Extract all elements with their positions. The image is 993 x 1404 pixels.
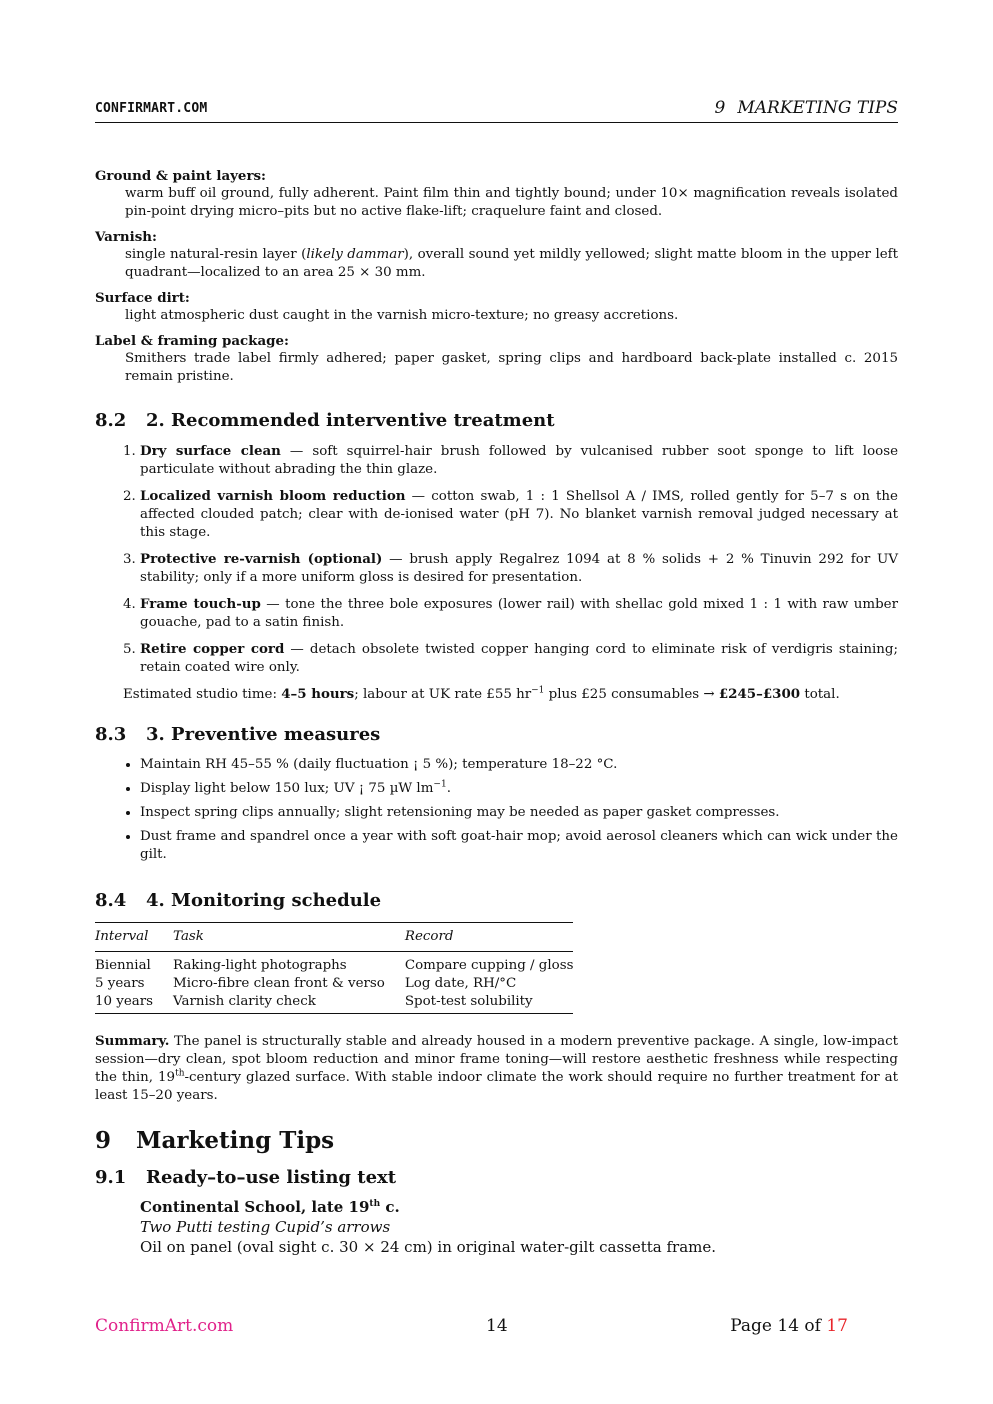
footer-page-count: Page 14 of 17 (730, 1316, 848, 1336)
header-section (715, 98, 898, 118)
section-heading-8-3: 8.3 3. Preventive measures (95, 724, 381, 745)
column-header: Task (173, 923, 405, 952)
condition-desc: Smithers trade label firmly adhered; paper gasket, spring clips and hardboard back-plate installed c. 2015 remain pristine. (125, 351, 898, 384)
section-heading-8-4: 8.4 4. Monitoring schedule (95, 890, 382, 911)
listing-text (140, 1197, 898, 1257)
varnish-type: likely dammar (306, 247, 404, 262)
listing-title: Continental School, late 19th c. (140, 1198, 400, 1216)
header-section-title: MARKETING TIPS (737, 98, 898, 118)
list-item: 4. Frame touch-up — tone the three bole exposures (lower rail) with shellac gold mixed 1 : 1 with raw umber gouache, pad to a satin finish. (140, 595, 898, 632)
list-item: 3. Protective re-varnish (optional) — brush apply Regalrez 1094 at 8 % solids + 2 % Tinuvin 292 for UV stability; only if a more uniform gloss is desired for presentation. (140, 550, 898, 587)
list-item: 2. Localized varnish bloom reduction — cotton swab, 1 : 1 Shellsol A / IMS, rolled gently for 5–7 s on the affected clouded patch; clear with de-ionised water (pH 7). No blanket varnish removal judged necessary at this stage. (140, 487, 898, 542)
list-item: • Inspect spring clips annually; slight retensioning may be needed as paper gasket compresses. (140, 804, 898, 822)
total-pages-link[interactable]: 17 (826, 1316, 848, 1336)
section-heading-8-2: 8.2 2. Recommended interventive treatment (95, 410, 555, 431)
list-item: • Display light below 150 lux; UV ¡ 75 µW $lm^{-1}$. (140, 780, 898, 798)
preventive-list (95, 756, 898, 864)
condition-list (95, 167, 898, 386)
header-logo: CONFIRMART.COM (95, 101, 208, 116)
condition-term: Label & framing package: (95, 333, 289, 349)
section-heading-9-1: 9.1 Ready–to–use listing text (95, 1167, 397, 1188)
summary-paragraph: Summary. The panel is structurally stable and already housed in a modern preventive package. A single, low-impact session—dry clean, spot bloom reduction and minor frame toning—will restore aesthetic freshness while respecting the thin, 19th-century glazed surface. With stable indoor climate the work should require no further treatment for at least 15–20 years. (95, 1033, 898, 1103)
footer-site-link[interactable]: ConfirmArt.com (95, 1316, 234, 1336)
listing-medium: Oil on panel (oval sight c. 30 × 24 cm) in original water-gilt cassetta frame. (140, 1238, 717, 1256)
condition-desc: single natural-resin layer (likely dammar), overall sound yet mildly yellowed; slight matte bloom in the upper left quadrant—localized to an area 25 × 30 mm. (125, 247, 898, 280)
treatment-list (95, 442, 898, 677)
running-header (95, 98, 898, 123)
condition-term: Surface dirt: (95, 290, 190, 306)
column-header: Interval (95, 923, 173, 952)
condition-desc: warm buff oil ground, fully adherent. Paint film thin and tightly bound; under 10× magnification reveals isolated pin-point drying micro–pits but no active flake-lift; craquelure faint and closed. (125, 186, 898, 219)
main-content (95, 167, 898, 1257)
column-header: Record (405, 923, 574, 952)
estimate-line: Estimated studio time: 4–5 hours; labour at UK rate £55 $hr^{-1}$ plus £25 consumables → £245–£300 total. (123, 685, 840, 702)
footer-page-number: 14 (486, 1316, 508, 1336)
list-item: • Maintain RH 45–55 % (daily fluctuation ¡ 5 %); temperature 18–22 °C. (140, 756, 898, 774)
section-heading-9: 9 Marketing Tips (95, 1127, 335, 1154)
condition-term: Varnish: (95, 229, 157, 245)
table-row: 5 years Micro-fibre clean front & verso Log date, RH/°C (95, 976, 517, 991)
table-row: Biennial Raking-light photographs Compare cupping / gloss (95, 958, 574, 973)
table-row: 10 years Varnish clarity check Spot-test solubility (95, 993, 573, 1014)
list-item: • Dust frame and spandrel once a year with soft goat-hair mop; avoid aerosol cleaners which can wick under the gilt. (140, 828, 898, 864)
condition-term: Ground & paint layers: (95, 168, 266, 184)
list-item: 5. Retire copper cord — detach obsolete twisted copper hanging cord to eliminate risk of verdigris staining; retain coated wire only. (140, 640, 898, 677)
condition-desc: light atmospheric dust caught in the varnish micro-texture; no greasy accretions. (125, 308, 679, 323)
monitoring-table (95, 922, 573, 1014)
header-section-number: 9 (714, 98, 726, 118)
document-page (95, 0, 898, 1404)
listing-subject: Two Putti testing Cupid’s arrows (140, 1218, 391, 1236)
list-item: 1. Dry surface clean — soft squirrel-hair brush followed by vulcanised rubber soot sponge to lift loose particulate without abrading the thin glaze. (140, 442, 898, 479)
